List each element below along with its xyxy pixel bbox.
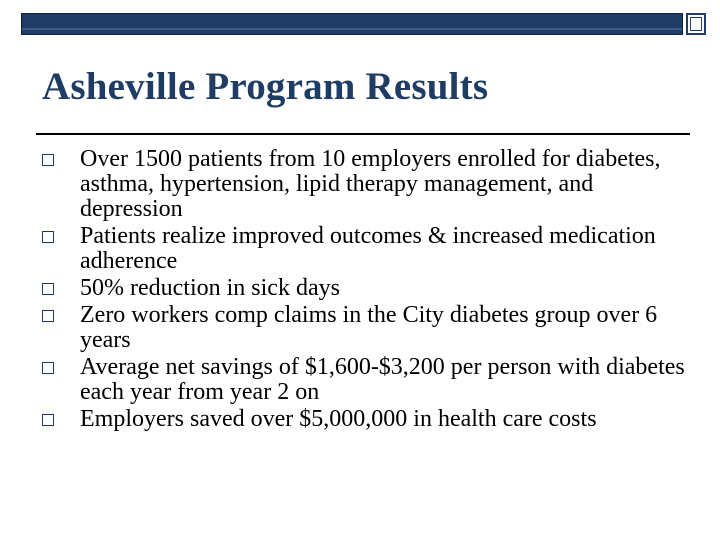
bullet-text: 50% reduction in sick days — [80, 275, 340, 301]
bullet-item — [42, 145, 692, 222]
bullet-text: Zero workers comp claims in the City diabetes group over 6 years — [80, 302, 658, 353]
hollow-square-bullet-icon — [42, 154, 54, 166]
header-bar — [21, 13, 683, 35]
bullet-item — [42, 274, 692, 301]
corner-square-icon — [686, 13, 706, 35]
title-divider — [36, 133, 690, 135]
bullet-item — [42, 405, 692, 432]
bullet-item — [42, 301, 692, 353]
bullet-item — [42, 353, 692, 405]
hollow-square-bullet-icon — [42, 283, 54, 295]
bullet-text: Employers saved over $5,000,000 in health care costs — [80, 406, 597, 432]
bullet-text: Patients realize improved outcomes & increased medication adherence — [80, 223, 656, 274]
bullet-text: Average net savings of $1,600-$3,200 per person with diabetes each year from year 2 on — [80, 354, 685, 405]
hollow-square-bullet-icon — [42, 414, 54, 426]
hollow-square-bullet-icon — [42, 310, 54, 322]
hollow-square-bullet-icon — [42, 362, 54, 374]
bullet-list — [42, 145, 692, 432]
bullet-item — [42, 222, 692, 274]
hollow-square-bullet-icon — [42, 231, 54, 243]
bullet-text: Over 1500 patients from 10 employers enrolled for diabetes, asthma, hypertension, lipid therapy management, and depression — [80, 146, 661, 222]
slide-title: Asheville Program Results — [42, 65, 489, 108]
